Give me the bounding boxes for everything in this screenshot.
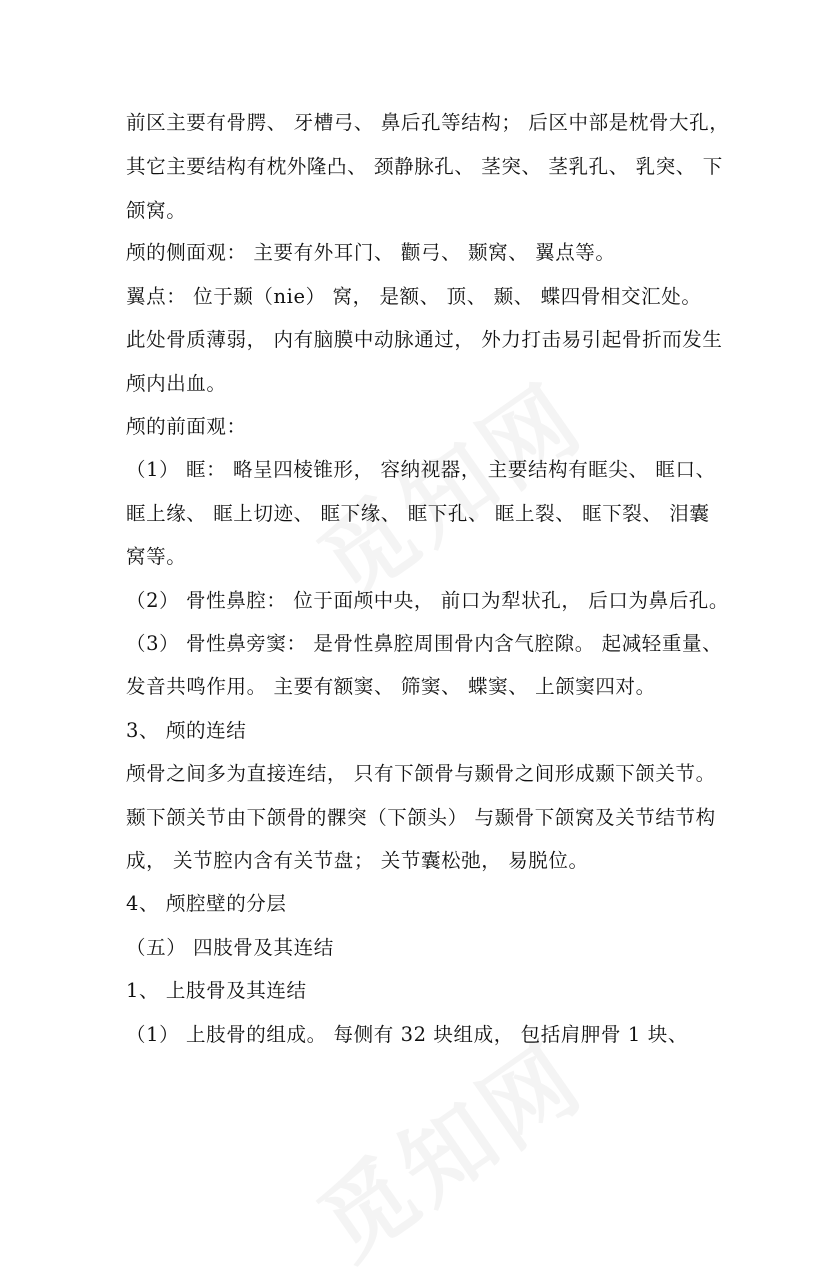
text-line: 窝等。	[126, 545, 187, 568]
text-line: 颞下颌关节由下颌骨的髁突（下颌头） 与颞骨下颌窝及关节结节构	[126, 806, 716, 829]
text-line: 成， 关节腔内含有关节盘； 关节囊松弛， 易脱位。	[126, 849, 589, 872]
section-heading: 3、 颅的连结	[126, 719, 247, 742]
text-line: （1） 眶： 略呈四棱锥形， 容纳视器， 主要结构有眶尖、 眶口、	[126, 458, 716, 481]
text-line: 颅的前面观：	[126, 415, 247, 438]
watermark	[289, 1008, 606, 1284]
text-line: 颌窝。	[126, 199, 187, 222]
text-line: 翼点： 位于颞（nie） 窝， 是额、 顶、 颞、 蝶四骨相交汇处。	[126, 285, 702, 308]
section-heading: 4、 颅腔壁的分层	[126, 892, 287, 915]
section-heading: 1、 上肢骨及其连结	[126, 979, 307, 1002]
watermark	[289, 348, 606, 625]
text-line: （2） 骨性鼻腔： 位于面颅中央， 前口为犁状孔， 后口为鼻后孔。	[126, 589, 730, 612]
text-line: 眶上缘、 眶上切迹、 眶下缘、 眶下孔、 眶上裂、 眶下裂、 泪囊	[126, 502, 710, 525]
text-line: 发音共鸣作用。 主要有额窦、 筛窦、 蝶窦、 上颌窦四对。	[126, 675, 656, 698]
text-line: 颅的侧面观： 主要有外耳门、 颧弓、 颞窝、 翼点等。	[126, 241, 616, 264]
section-heading: （五） 四肢骨及其连结	[126, 936, 334, 959]
text-line: 其它主要结构有枕外隆凸、 颈静脉孔、 茎突、 茎乳孔、 乳突、 下	[126, 155, 723, 178]
text-line: 颅骨之间多为直接连结， 只有下颌骨与颞骨之间形成颞下颌关节。	[126, 762, 716, 785]
text-line: 此处骨质薄弱， 内有脑膜中动脉通过， 外力打击易引起骨折而发生	[126, 328, 723, 351]
text-line: 颅内出血。	[126, 372, 227, 395]
text-line: （1） 上肢骨的组成。 每侧有 32 块组成， 包括肩胛骨 1 块、	[126, 1023, 688, 1046]
text-line: 前区主要有骨腭、 牙槽弓、 鼻后孔等结构； 后区中部是枕骨大孔，	[126, 111, 730, 134]
text-line: （3） 骨性鼻旁窦： 是骨性鼻腔周围骨内含气腔隙。 起减轻重量、	[126, 632, 723, 655]
